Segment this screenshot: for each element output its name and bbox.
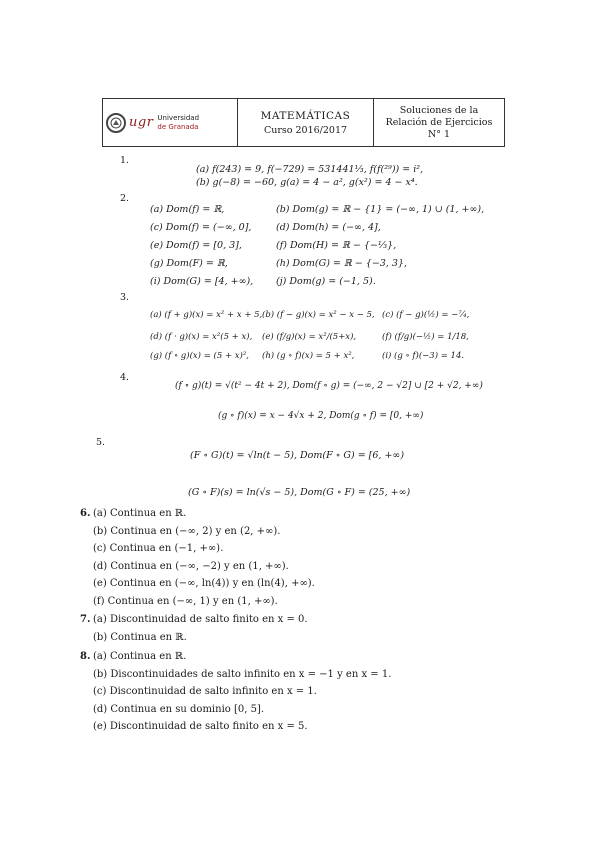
- exercise-6-item-d: (d) Continua en (−∞, −2) y en (1, +∞).: [93, 560, 289, 572]
- exercise-2-item-h: (h) Dom(G) = ℝ − {−3, 3},: [276, 258, 407, 269]
- exercise-3-item-e: (e) (f/g)(x) = x²/(5+x),: [262, 332, 357, 342]
- exercise-1-a: (a) f(243) = 9, f(−729) = 531441¹⁄₃, f(f(²⁹)) = i²,: [196, 164, 424, 175]
- exercise-6-item-f: (f) Continua en (−∞, 1) y en (1, +∞).: [93, 595, 278, 607]
- exercise-7-item-b: (b) Continua en ℝ.: [93, 631, 187, 643]
- exercise-8-item-a: (a) Continua en ℝ.: [93, 651, 187, 662]
- exercise-6-number: 6.: [80, 508, 91, 519]
- exercise-5-line2: (G ∘ F)(s) = ln(√s − 5), Dom(G ∘ F) = (25, +∞): [188, 487, 411, 498]
- exercise-2-item-c: (c) Dom(f) = (−∞, 0],: [150, 222, 252, 233]
- subject-block: [238, 99, 374, 146]
- ugr-logo-text: ugr: [129, 115, 154, 130]
- exercise-4-line1: (f ∘ g)(t) = √(t² − 4t + 2), Dom(f ∘ g) = (−∞, 2 − √2] ∪ [2 + √2, +∞): [175, 381, 483, 391]
- exercise-5-line1: (F ∘ G)(t) = √ln(t − 5), Dom(F ∘ G) = [6, +∞): [190, 450, 405, 461]
- exercise-8-item-e: (e) Discontinuidad de salto finito en x = 5.: [93, 721, 308, 732]
- exercise-8-item-b: (b) Discontinuidades de salto infinito en x = −1 y en x = 1.: [93, 668, 392, 680]
- exercise-4-number: 4.: [120, 372, 130, 383]
- exercise-1-number: 1.: [120, 155, 130, 166]
- university-logo-block: [103, 99, 238, 146]
- exercise-2-item-b: (b) Dom(g) = ℝ − {1} = (−∞, 1) ∪ (1, +∞),: [276, 204, 485, 215]
- exercise-6-item-e: (e) Continua en (−∞, ln(4)) y en (ln(4), +∞).: [93, 578, 315, 589]
- exercise-3-item-c: (c) (f − g)(½) = −⁷⁄₄,: [382, 310, 470, 320]
- exercise-4-line2: (g ∘ f)(x) = x − 4√x + 2, Dom(g ∘ f) = [0, +∞): [218, 411, 424, 421]
- exercise-2-item-g: (g) Dom(F) = ℝ,: [150, 258, 228, 269]
- exercise-7-number: 7.: [80, 614, 91, 625]
- exercise-2-item-j: (j) Dom(g) = (−1, 5).: [276, 276, 376, 287]
- university-line2: de Granada: [157, 122, 199, 131]
- exercise-8-item-c: (c) Discontinuidad de salto infinito en x = 1.: [93, 686, 317, 697]
- exercise-2-item-a: (a) Dom(f) = ℝ,: [150, 204, 225, 215]
- exercise-1-b: (b) g(−8) = −60, g(a) = 4 − a², g(x²) = 4 − x⁴.: [196, 177, 418, 188]
- relation-number: N° 1: [427, 128, 451, 140]
- exercise-6-list: [93, 505, 315, 610]
- exercise-8-number: 8.: [80, 651, 91, 662]
- exercise-3-item-f: (f) (f/g)(−½) = 1/18,: [382, 332, 469, 342]
- university-name: [157, 114, 199, 132]
- exercise-3-item-g: (g) (f ∘ g)(x) = (5 + x)²,: [150, 351, 249, 361]
- exercise-7-list: [93, 611, 308, 646]
- exercise-2-number: 2.: [120, 193, 130, 204]
- exercise-5-number: 5.: [96, 437, 106, 448]
- exercise-8-item-d: (d) Continua en su dominio [0, 5].: [93, 703, 265, 715]
- subject-title: MATEMÁTICAS: [260, 109, 351, 122]
- exercise-3-item-h: (h) (g ∘ f)(x) = 5 + x²,: [262, 351, 355, 361]
- exercise-8-list: [93, 648, 391, 736]
- exercise-7-item-a: (a) Discontinuidad de salto finito en x = 0.: [93, 614, 308, 625]
- solutions-line2: Relación de Ejercicios: [385, 116, 493, 128]
- exercise-2-item-d: (d) Dom(h) = (−∞, 4],: [276, 222, 381, 233]
- exercise-6-item-c: (c) Continua en (−1, +∞).: [93, 543, 224, 554]
- solutions-block: [374, 99, 504, 146]
- university-line1: Universidad: [157, 113, 200, 122]
- exercise-3-item-i: (i) (g ∘ f)(−3) = 14.: [382, 351, 465, 361]
- solutions-line1: Soluciones de la: [399, 104, 479, 116]
- exercise-6-item-b: (b) Continua en (−∞, 2) y en (2, +∞).: [93, 525, 281, 537]
- exercise-3-number: 3.: [120, 292, 130, 303]
- exercise-6-item-a: (a) Continua en ℝ.: [93, 508, 187, 519]
- exercise-3-item-d: (d) (f · g)(x) = x²(5 + x),: [150, 332, 253, 342]
- course-year: Curso 2016/2017: [263, 124, 348, 136]
- university-seal-icon: [106, 113, 126, 133]
- exercise-2-item-f: (f) Dom(H) = ℝ − {−⅓},: [276, 240, 397, 251]
- exercise-3-item-b: (b) (f − g)(x) = x² − x − 5,: [262, 310, 375, 320]
- exercise-2-item-i: (i) Dom(G) = [4, +∞),: [150, 276, 254, 287]
- document-header: [102, 98, 505, 147]
- exercise-3-item-a: (a) (f + g)(x) = x² + x + 5,: [150, 310, 263, 320]
- exercise-2-item-e: (e) Dom(f) = [0, 3],: [150, 240, 242, 251]
